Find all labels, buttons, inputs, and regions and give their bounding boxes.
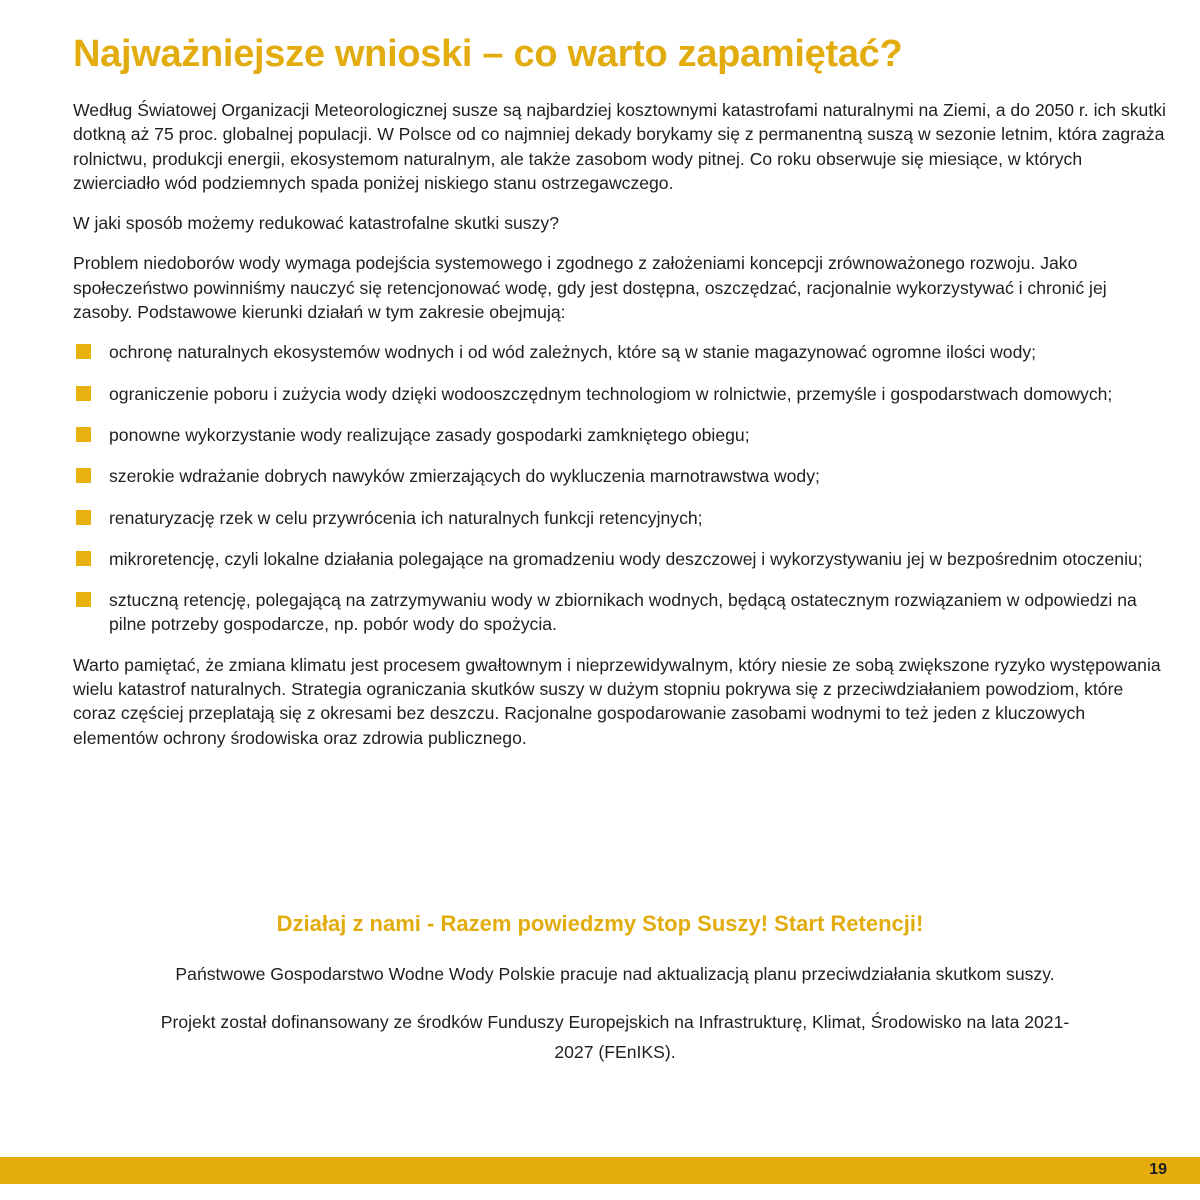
organization-note: Państwowe Gospodarstwo Wodne Wody Polskie pracuje nad aktualizacją planu przeciwdziałania skutkom suszy. [175, 964, 1055, 984]
square-bullet-icon [76, 386, 91, 401]
list-item-text: szerokie wdrażanie dobrych nawyków zmierzających do wykluczenia marnotrawstwa wody; [109, 466, 820, 487]
main-content [73, 98, 1168, 766]
approach-paragraph: Problem niedoborów wody wymaga podejścia systemowego i zgodnego z założeniami koncepcji zrównoważonego rozwoju. Jako społeczeństwo powinniśmy nauczyć się retencjonować wodę, gdy jest dostępna, oszczędzać, racjonalnie wykorzystywać i chronić jej zasoby. Podstawowe kierunki działań w tym zakresie obejmują: [73, 253, 1107, 323]
square-bullet-icon [76, 510, 91, 525]
action-list [73, 340, 1168, 636]
list-item [73, 382, 1168, 406]
footer-bar [0, 1157, 1200, 1184]
intro-paragraph: Według Światowej Organizacji Meteorologicznej susze są najbardziej kosztownymi katastrofami naturalnymi na Ziemi, a do 2050 r. ich skutki dotkną aż 75 proc. globalnej populacji. W Polsce od co najmniej dekady borykamy się z permanentną suszą w sezonie letnim, która zagraża rolnictwu, produkcji energii, ekosystemom naturalnym, ale także zasobom wody pitnej. Co roku obserwuje się miesiące, w których zwierciadło wód podziemnych spada poniżej niskiego stanu ostrzegawczego. [73, 100, 1166, 193]
list-item [73, 547, 1168, 571]
page-number: 19 [1149, 1161, 1167, 1178]
square-bullet-icon [76, 344, 91, 359]
list-item [73, 588, 1168, 637]
question-paragraph: W jaki sposób możemy redukować katastrofalne skutki suszy? [73, 213, 559, 234]
list-item [73, 464, 1168, 488]
square-bullet-icon [76, 468, 91, 483]
list-item-text: ponowne wykorzystanie wody realizujące zasady gospodarki zamkniętego obiegu; [109, 424, 750, 445]
list-item-text: renaturyzację rzek w celu przywrócenia ich naturalnych funkcji retencyjnych; [109, 507, 703, 528]
square-bullet-icon [76, 551, 91, 566]
list-item [73, 506, 1168, 530]
square-bullet-icon [76, 592, 91, 607]
list-item-text: sztuczną retencję, polegającą na zatrzymywaniu wody w zbiornikach wodnych, będącą ostatecznym rozwiązaniem w odpowiedzi na pilne potrzeby gospodarcze, np. pobór wody do spożycia. [109, 590, 1137, 635]
list-item [73, 423, 1168, 447]
list-item-text: ochronę naturalnych ekosystemów wodnych i od wód zależnych, które są w stanie magazynować ogromne ilości wody; [109, 342, 1037, 363]
list-item-text: mikroretencję, czyli lokalne działania polegające na gromadzeniu wody deszczowej i wykorzystywaniu jej w bezpośrednim otoczeniu; [109, 548, 1143, 569]
square-bullet-icon [76, 427, 91, 442]
call-to-action-heading: Działaj z nami - Razem powiedzmy Stop Suszy! Start Retencji! [276, 911, 924, 936]
funding-note: Projekt został dofinansowany ze środków Funduszy Europejskich na Infrastrukturę, Klimat, Środowisko na lata 2021-2027 (FEnIKS). [160, 1012, 1070, 1062]
list-item [73, 340, 1168, 364]
page-title: Najważniejsze wnioski – co warto zapamiętać? [73, 33, 903, 75]
list-item-text: ograniczenie poboru i zużycia wody dzięki wodooszczędnym technologiom w rolnictwie, przemyśle i gospodarstwach domowych; [109, 383, 1113, 404]
conclusion-paragraph: Warto pamiętać, że zmiana klimatu jest procesem gwałtownym i nieprzewidywalnym, który niesie ze sobą zwiększone ryzyko występowania wielu katastrof naturalnych. Strategia ograniczania skutków suszy w dużym stopniu pokrywa się z przeciwdziałaniem powodziom, które coraz częściej przeplatają się z okresami bez deszczu. Racjonalne gospodarowanie zasobami wodnymi to też jeden z kluczowych elementów ochrony środowiska oraz zdrowia publicznego. [73, 654, 1161, 748]
